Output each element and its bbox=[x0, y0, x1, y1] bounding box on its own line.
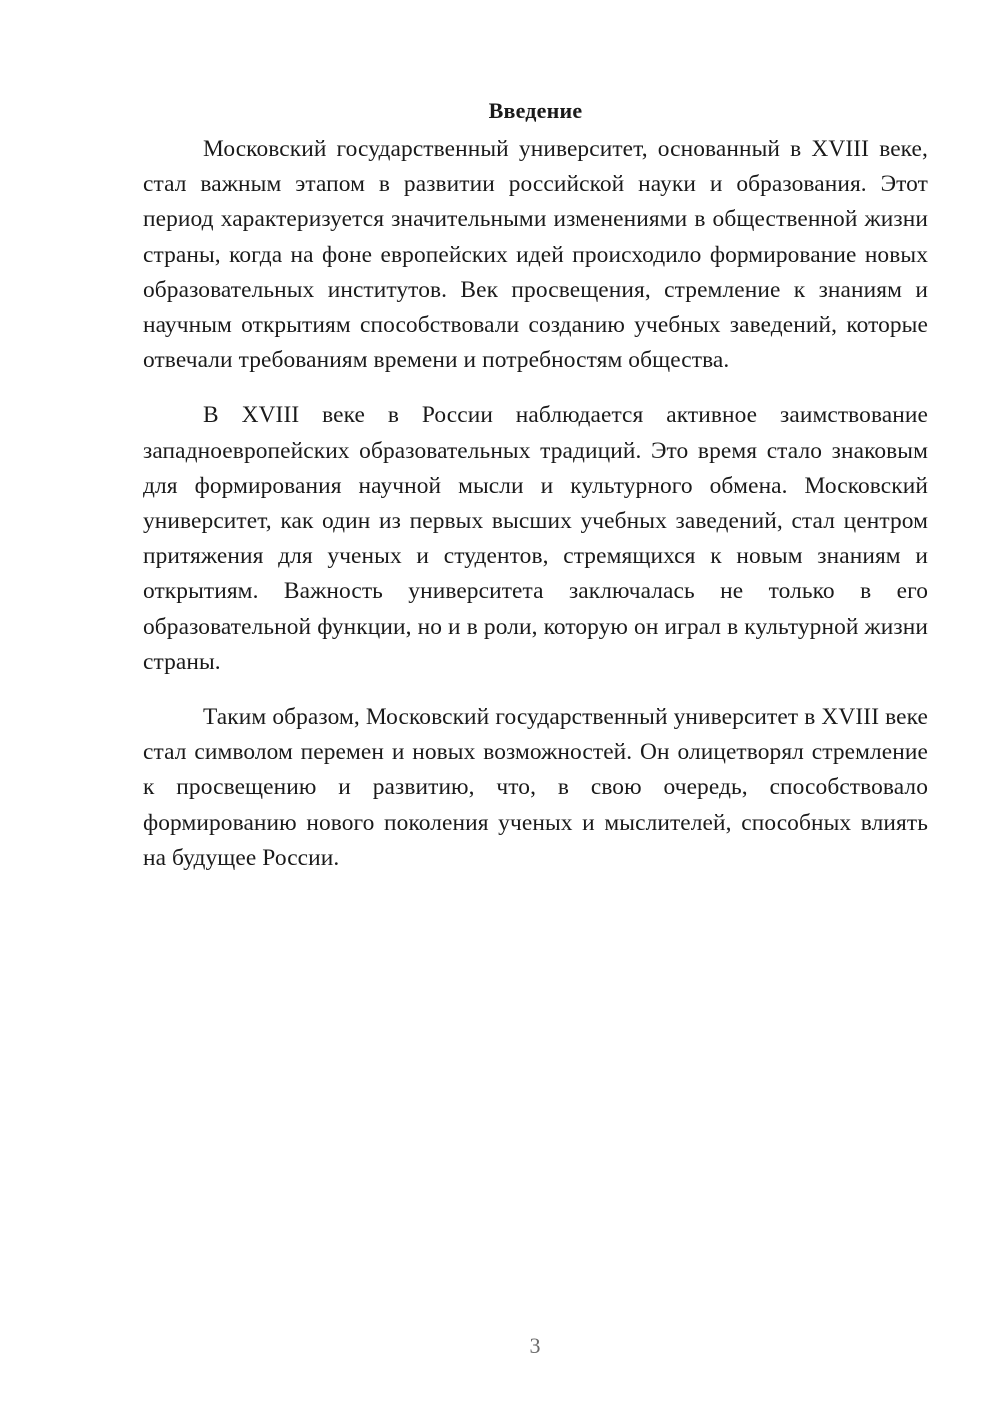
paragraph-1: Московский государственный университет, основанный в XVIII веке, стал важным этапом в развитии российской науки и образования. Этот период характеризуется значительными изменениями в общественной жизни страны, когда на фоне европейских идей происходило формирование новых образовательных институтов. Век просвещения, стремление к знаниям и научным открытиям способствовали созданию учебных заведений, которые отвечали требованиям времени и потребностям общества. bbox=[143, 136, 928, 374]
section-title: Введение bbox=[488, 98, 583, 123]
paragraph-3: Таким образом, Московский государственный университет в XVIII веке стал символом перемен и новых возможностей. Он олицетворял стремление к просвещению и развитию, что, в свою очередь, способствовало формированию нового поколения ученых и мыслителей, способных влиять на будущее России. bbox=[143, 704, 928, 871]
page-content bbox=[143, 96, 928, 896]
page-number: 3 bbox=[529, 1333, 541, 1358]
paragraph-2: В XVIII веке в России наблюдается активное заимствование западноевропейских образовательных традиций. Это время стало знаковым для формирования научной мысли и культурного обмена. Московский университет, как один из первых высших учебных заведений, стал центром притяжения для ученых и студентов, стремящихся к новым знаниям и открытиям. Важность университета заключалась не только в его образовательной функции, но и в роли, которую он играл в культурной жизни страны. bbox=[143, 402, 928, 675]
